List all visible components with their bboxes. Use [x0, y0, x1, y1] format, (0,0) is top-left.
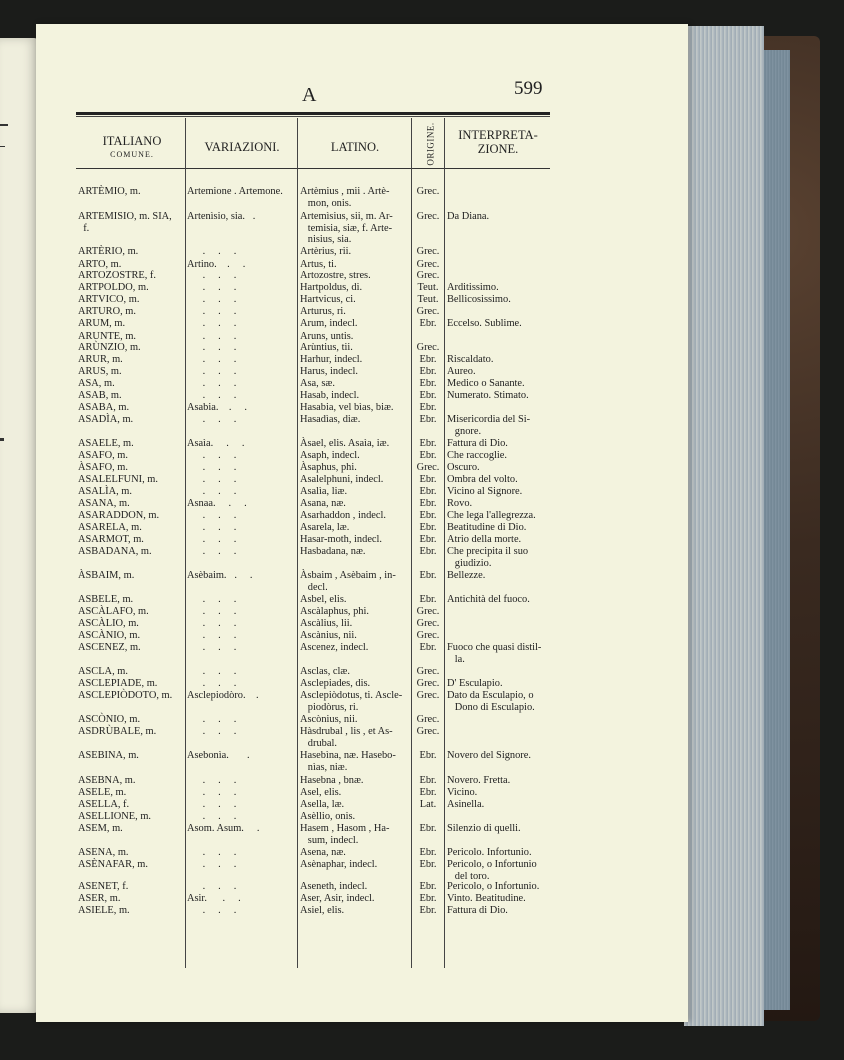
entry-latino: Àsael, elis. Asaìa, iæ.	[300, 438, 390, 449]
entry-variazioni: . . .	[187, 905, 237, 916]
entry-origine: Ebr.	[419, 546, 437, 557]
column-header-italiano-sub: COMUNE.	[110, 150, 154, 159]
entry-italiano: ASÈNAFAR, m.	[78, 859, 148, 870]
entry-origine: Grec.	[416, 666, 440, 677]
entry-italiano: ARUM, m.	[78, 318, 126, 329]
entry-variazioni: . . .	[187, 294, 237, 305]
entry-interpretazione: Misericordia del Si- gnore.	[447, 414, 531, 437]
entry-latino: Ascònius, nii.	[300, 714, 358, 725]
entry-interpretazione: Asinella.	[447, 799, 485, 810]
entry-origine: Grec.	[416, 211, 440, 222]
entry-latino: Artèrius, rii.	[300, 246, 352, 257]
entry-italiano: ASANA, m.	[78, 498, 130, 509]
entry-interpretazione: Rovo.	[447, 498, 473, 509]
entry-italiano: ARUS, m.	[78, 366, 122, 377]
entry-interpretazione: Numerato. Stimato.	[447, 390, 529, 401]
entry-origine: Ebr.	[419, 354, 437, 365]
entry-origine: Grec.	[416, 246, 440, 257]
entry-latino: Aseneth, indecl.	[300, 881, 368, 892]
entry-interpretazione: Vicino al Signore.	[447, 486, 523, 497]
entry-italiano: ASCÀNIO, m.	[78, 630, 141, 641]
entry-italiano: ASDRÙBALE, m.	[78, 726, 157, 737]
entry-variazioni: . . .	[187, 390, 237, 401]
entry-latino: Asbel, elis.	[300, 594, 347, 605]
entry-latino: Asiel, elis.	[300, 905, 345, 916]
entry-latino: Hasem , Hasom , Ha- sum, indecl.	[300, 823, 390, 846]
entry-italiano: ASENA, m.	[78, 847, 129, 858]
left-page-mark	[0, 438, 4, 441]
entry-interpretazione: Novero. Fretta.	[447, 775, 511, 786]
entry-origine: Ebr.	[419, 390, 437, 401]
entry-interpretazione: Antichità del fuoco.	[447, 594, 530, 605]
entry-italiano: ASIELE, m.	[78, 905, 130, 916]
entry-origine: Ebr.	[419, 823, 437, 834]
entry-origine: Ebr.	[419, 847, 437, 858]
entry-origine: Ebr.	[419, 905, 437, 916]
entry-interpretazione: Ombra del volto.	[447, 474, 518, 485]
entry-interpretazione: D' Esculapio.	[447, 678, 503, 689]
entry-variazioni: . . .	[187, 881, 237, 892]
entry-latino: Asclepiades, dis.	[300, 678, 371, 689]
entry-latino: Asel, elis.	[300, 787, 342, 798]
entry-variazioni: Asclepiodòro. .	[187, 690, 259, 701]
entry-latino: Arum, indecl.	[300, 318, 358, 329]
entry-italiano: ASAB, m.	[78, 390, 122, 401]
entry-latino: Artemìsius, sii, m. Ar- temisia, siæ, f. Arte- nisius, sia.	[300, 211, 393, 245]
left-page-rule	[0, 146, 5, 147]
left-page-edge	[0, 38, 38, 1013]
entry-variazioni: . . .	[187, 630, 237, 641]
entry-latino: Asclepiòdotus, ti. Ascle- piodòrus, ri.	[300, 690, 403, 713]
entry-origine: Ebr.	[419, 318, 437, 329]
entry-interpretazione: Fuoco che quasi distil- la.	[447, 642, 542, 665]
entry-latino: Asalìa, liæ.	[300, 486, 348, 497]
entry-latino: Hasar-moth, indecl.	[300, 534, 383, 545]
entry-italiano: ÀSBAIM, m.	[78, 570, 135, 581]
entry-latino: Artozostre, stres.	[300, 270, 371, 281]
entry-origine: Ebr.	[419, 414, 437, 425]
entry-variazioni: . . .	[187, 726, 237, 737]
entry-italiano: ASCLA, m.	[78, 666, 128, 677]
column-header-interpretazione: INTERPRETA- ZIONE.	[458, 128, 538, 156]
entry-interpretazione: Pericolo, o Infortunio del toro.	[447, 859, 537, 882]
entry-origine: Ebr.	[419, 642, 437, 653]
entry-origine: Ebr.	[419, 378, 437, 389]
entry-italiano: ASCLEPIÒDOTO, m.	[78, 690, 173, 701]
entry-variazioni: . . .	[187, 847, 237, 858]
entry-interpretazione: Fattura di Dio.	[447, 438, 508, 449]
entry-italiano: ASEBNA, m.	[78, 775, 136, 786]
entry-latino: Ascàlaphus, phi.	[300, 606, 369, 617]
entry-origine: Ebr.	[419, 438, 437, 449]
entry-italiano: ASALÌA, m.	[78, 486, 132, 497]
entry-italiano: ASEM, m.	[78, 823, 123, 834]
entry-italiano: ÀSAFO, m.	[78, 462, 128, 473]
entry-origine: Grec.	[416, 306, 440, 317]
entry-latino: Asa, sæ.	[300, 378, 335, 389]
entry-interpretazione: Riscaldato.	[447, 354, 494, 365]
entry-italiano: ASCÀLIO, m.	[78, 618, 139, 629]
entry-latino: Asaph, indecl.	[300, 450, 360, 461]
entry-variazioni: . . .	[187, 522, 237, 533]
column-header-variazioni: VARIAZIONI.	[204, 140, 280, 154]
entry-italiano: ASCENEZ, m.	[78, 642, 141, 653]
entry-italiano: ASARADDON, m.	[78, 510, 160, 521]
entry-interpretazione: Atrio della morte.	[447, 534, 522, 545]
entry-latino: Asèllio, onis.	[300, 811, 356, 822]
entry-interpretazione: Bellezze.	[447, 570, 486, 581]
entry-variazioni: Asabia. . .	[187, 402, 248, 413]
entry-origine: Grec.	[416, 606, 440, 617]
entry-latino: Asènaphar, indecl.	[300, 859, 378, 870]
entry-interpretazione: Aureo.	[447, 366, 476, 377]
entry-latino: Aser, Asir, indecl.	[300, 893, 375, 904]
entry-italiano: ARÙNZIO, m.	[78, 342, 141, 353]
entry-interpretazione: Novero del Signore.	[447, 750, 531, 761]
entry-variazioni: . . .	[187, 859, 237, 870]
entry-variazioni: . . .	[187, 606, 237, 617]
entry-origine: Grec.	[416, 630, 440, 641]
entry-interpretazione: Beatitudine di Dio.	[447, 522, 527, 533]
entry-italiano: ASA, m.	[78, 378, 115, 389]
entry-origine: Grec.	[416, 259, 440, 270]
page-edges	[684, 26, 764, 1026]
entry-latino: Hasabia, vel bìas, biæ.	[300, 402, 394, 413]
entry-latino: Asana, næ.	[300, 498, 346, 509]
entry-variazioni: . . .	[187, 666, 237, 677]
entry-variazioni: . . .	[187, 450, 237, 461]
entry-variazioni: . . .	[187, 546, 237, 557]
entry-italiano: ASALELFUNI, m.	[78, 474, 158, 485]
entry-italiano: ARTOZOSTRE, f.	[78, 270, 156, 281]
entry-latino: Asarhaddon , indecl.	[300, 510, 386, 521]
entry-variazioni: . . .	[187, 414, 237, 425]
entry-variazioni: . . .	[187, 331, 237, 342]
entry-latino: Hasebìna, næ. Hasebo- nìas, niæ.	[300, 750, 396, 773]
entry-variazioni: . . .	[187, 510, 237, 521]
entry-interpretazione: Bellicosissimo.	[447, 294, 511, 305]
entry-interpretazione: Vinto. Beatitudine.	[447, 893, 526, 904]
entry-origine: Ebr.	[419, 570, 437, 581]
entry-interpretazione: Vicino.	[447, 787, 478, 798]
entry-interpretazione: Fattura di Dio.	[447, 905, 508, 916]
entry-origine: Teut.	[417, 294, 439, 305]
entry-variazioni: Asèbaim. . .	[187, 570, 253, 581]
entry-latino: Hasab, indecl.	[300, 390, 360, 401]
entry-variazioni: . . .	[187, 474, 237, 485]
entry-latino: Àsaphus, phi.	[300, 462, 357, 473]
section-letter: A	[302, 84, 318, 106]
entry-variazioni: . . .	[187, 642, 237, 653]
entry-origine: Lat.	[419, 799, 437, 810]
entry-latino: Arùntius, tii.	[300, 342, 353, 353]
entry-variazioni: . . .	[187, 678, 237, 689]
entry-origine: Grec.	[416, 186, 440, 197]
entry-origine: Grec.	[416, 714, 440, 725]
entry-interpretazione: Pericolo. Infortunio.	[447, 847, 532, 858]
entry-origine: Ebr.	[419, 787, 437, 798]
entry-interpretazione: Che raccoglie.	[447, 450, 508, 461]
entry-variazioni: Asir. . .	[187, 893, 241, 904]
entry-latino: Ascàlius, lii.	[300, 618, 353, 629]
entry-variazioni: . . .	[187, 594, 237, 605]
entry-origine: Ebr.	[419, 402, 437, 413]
entry-variazioni: Artino. . .	[187, 259, 246, 270]
entry-italiano: ASARELA, m.	[78, 522, 142, 533]
entry-italiano: ASCÒNIO, m.	[78, 714, 141, 725]
entry-variazioni: . . .	[187, 714, 237, 725]
entry-variazioni: . . .	[187, 270, 237, 281]
entry-variazioni: . . .	[187, 787, 237, 798]
entry-origine: Grec.	[416, 342, 440, 353]
entry-interpretazione: Oscuro.	[447, 462, 480, 473]
entry-origine: Ebr.	[419, 474, 437, 485]
entry-latino: Ascànius, nii.	[300, 630, 357, 641]
column-header-origine-label: ORIGINE.	[426, 122, 436, 166]
entry-interpretazione: Dato da Esculapio, o Dono di Esculapio.	[447, 690, 535, 713]
entry-italiano: ARUR, m.	[78, 354, 123, 365]
entry-variazioni: . . .	[187, 775, 237, 786]
entry-origine: Teut.	[417, 282, 439, 293]
entry-italiano: ARTURO, m.	[78, 306, 136, 317]
entry-variazioni: . . .	[187, 799, 237, 810]
entry-latino: Artèmius , mii . Artè- mon, onis.	[300, 186, 390, 209]
entry-origine: Ebr.	[419, 366, 437, 377]
entry-variazioni: Asom. Asum. .	[187, 823, 260, 834]
entry-latino: Hartvicus, ci.	[300, 294, 356, 305]
entry-italiano: ASER, m.	[78, 893, 121, 904]
entry-variazioni: . . .	[187, 366, 237, 377]
entry-italiano: ASEBINA, m.	[78, 750, 139, 761]
entry-variazioni: Asnaa. . .	[187, 498, 247, 509]
entry-italiano: ASBADANA, m.	[78, 546, 152, 557]
entry-variazioni: . . .	[187, 462, 237, 473]
entry-italiano: ASELLA, f.	[78, 799, 130, 810]
entry-italiano: ASCLEPIADE, m.	[78, 678, 158, 689]
entry-variazioni: . . .	[187, 318, 237, 329]
entry-origine: Ebr.	[419, 750, 437, 761]
entry-origine: Grec.	[416, 270, 440, 281]
entry-variazioni: . . .	[187, 246, 237, 257]
entry-interpretazione: Medico o Sanante.	[447, 378, 525, 389]
dictionary-page	[36, 24, 688, 1022]
entry-variazioni: . . .	[187, 486, 237, 497]
entry-latino: Harus, indecl.	[300, 366, 358, 377]
entry-latino: Asella, læ.	[300, 799, 345, 810]
entry-origine: Ebr.	[419, 450, 437, 461]
entry-italiano: ARTÈRIO, m.	[78, 246, 139, 257]
entry-interpretazione: Che lega l'allegrezza.	[447, 510, 536, 521]
entry-italiano: ASABA, m.	[78, 402, 130, 413]
entry-latino: Àsbaim , Asèbaim , in- decl.	[300, 570, 396, 593]
entry-variazioni: . . .	[187, 378, 237, 389]
entry-italiano: ARTPOLDO, m.	[78, 282, 149, 293]
entry-latino: Hasadìas, diæ.	[300, 414, 361, 425]
entry-italiano: ASARMOT, m.	[78, 534, 144, 545]
entry-list	[36, 24, 688, 1022]
entry-origine: Grec.	[416, 726, 440, 737]
entry-origine: Grec.	[416, 618, 440, 629]
entry-interpretazione: Eccelso. Sublime.	[447, 318, 522, 329]
entry-variazioni: . . .	[187, 282, 237, 293]
entry-origine: Ebr.	[419, 510, 437, 521]
entry-variazioni: Artemione . Artemone.	[187, 186, 283, 197]
entry-italiano: ARTEMISIO, m. SIA, f.	[78, 211, 172, 234]
entry-latino: Arturus, ri.	[300, 306, 346, 317]
entry-italiano: ASELLIONE, m.	[78, 811, 152, 822]
entry-italiano: ARTÈMIO, m.	[78, 186, 141, 197]
entry-variazioni: Artenìsio, sia. .	[187, 211, 256, 222]
entry-origine: Ebr.	[419, 881, 437, 892]
entry-italiano: ARTO, m.	[78, 259, 122, 270]
entry-interpretazione: Arditissimo.	[447, 282, 499, 293]
page-number: 599	[514, 78, 543, 99]
entry-origine: Ebr.	[419, 534, 437, 545]
entry-variazioni: . . .	[187, 811, 237, 822]
cover-edge	[760, 50, 790, 1010]
entry-latino: Asena, næ.	[300, 847, 346, 858]
entry-italiano: ARUNTE, m.	[78, 331, 137, 342]
entry-interpretazione: Pericolo, o Infortunio.	[447, 881, 540, 892]
entry-italiano: ASENET, f.	[78, 881, 129, 892]
entry-italiano: ASELE, m.	[78, 787, 127, 798]
entry-latino: Hasbadana, næ.	[300, 546, 366, 557]
entry-latino: Artus, ti.	[300, 259, 337, 270]
entry-origine: Ebr.	[419, 522, 437, 533]
entry-origine: Ebr.	[419, 498, 437, 509]
entry-italiano: ASAFO, m.	[78, 450, 128, 461]
entry-origine: Ebr.	[419, 594, 437, 605]
entry-latino: Asalelphuni, indecl.	[300, 474, 384, 485]
entry-variazioni: Asaìa. . .	[187, 438, 245, 449]
entry-origine: Grec.	[416, 690, 440, 701]
entry-origine: Ebr.	[419, 859, 437, 870]
entry-latino: Hàsdrubal , lis , et As- drubal.	[300, 726, 393, 749]
entry-variazioni: . . .	[187, 306, 237, 317]
entry-origine: Ebr.	[419, 893, 437, 904]
entry-origine: Ebr.	[419, 486, 437, 497]
entry-italiano: ASCÀLAFO, m.	[78, 606, 149, 617]
entry-origine: Grec.	[416, 678, 440, 689]
column-header-italiano-label: ITALIANO	[102, 134, 162, 148]
entry-interpretazione: Che precipita il suo giudizio.	[447, 546, 529, 569]
entry-italiano: ASBELE, m.	[78, 594, 134, 605]
entry-latino: Asclas, clæ.	[300, 666, 350, 677]
entry-interpretazione: Da Diana.	[447, 211, 490, 222]
entry-italiano: ASAELE, m.	[78, 438, 134, 449]
entry-origine: Ebr.	[419, 775, 437, 786]
entry-variazioni: . . .	[187, 618, 237, 629]
entry-italiano: ASADÌA, m.	[78, 414, 134, 425]
entry-variazioni: . . .	[187, 354, 237, 365]
left-page-rule	[0, 124, 8, 126]
entry-origine: Grec.	[416, 462, 440, 473]
column-header-latino: LATINO.	[330, 140, 380, 154]
entry-latino: Aruns, untis.	[300, 331, 354, 342]
entry-italiano: ARTVICO, m.	[78, 294, 140, 305]
entry-latino: Asarela, læ.	[300, 522, 350, 533]
entry-latino: Hartpoldus, di.	[300, 282, 363, 293]
entry-variazioni: . . .	[187, 534, 237, 545]
entry-latino: Hasebna , bnæ.	[300, 775, 364, 786]
entry-latino: Ascenez, indecl.	[300, 642, 369, 653]
entry-interpretazione: Silenzio di quelli.	[447, 823, 521, 834]
entry-variazioni: Asebonìa. .	[187, 750, 250, 761]
entry-latino: Harhur, indecl.	[300, 354, 363, 365]
entry-variazioni: . . .	[187, 342, 237, 353]
